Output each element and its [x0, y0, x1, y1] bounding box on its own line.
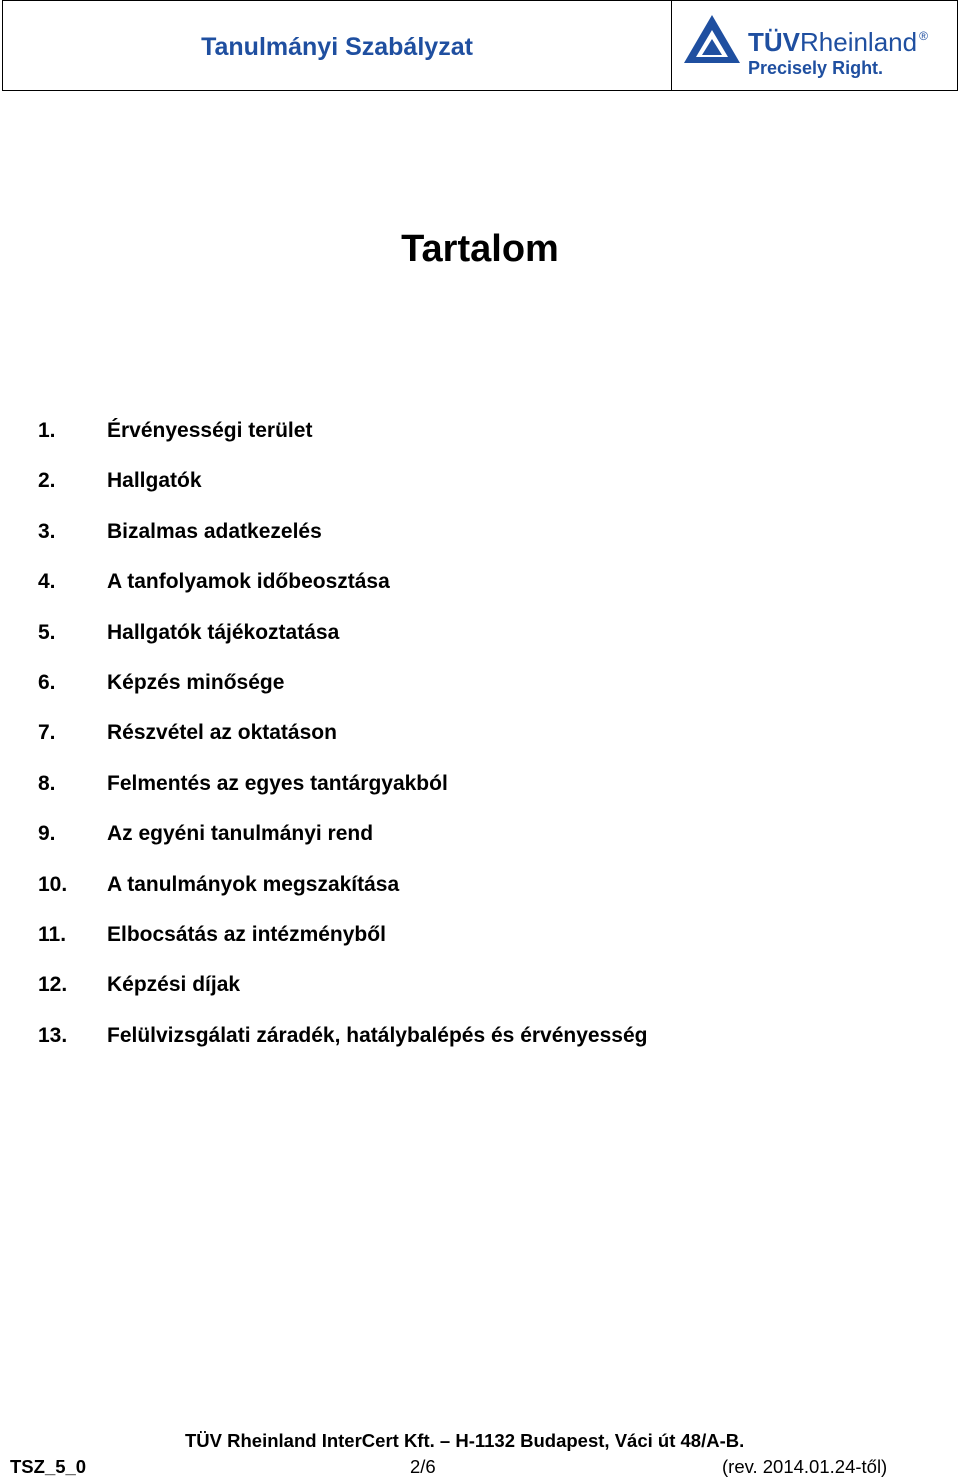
footer-page-number: 2/6 — [410, 1456, 436, 1477]
toc-item — [38, 822, 647, 872]
toc-item-label: A tanulmányok megszakítása — [107, 872, 400, 896]
toc-item-label: Részvétel az oktatáson — [107, 721, 337, 745]
toc-item-number: 4. — [38, 570, 56, 594]
toc-item-number: 8. — [38, 771, 56, 795]
toc-item-label: A tanfolyamok időbeosztása — [107, 570, 390, 594]
header-title-cell — [3, 1, 672, 90]
document-title: Tanulmányi Szabályzat — [201, 33, 473, 61]
toc-item-label: Bizalmas adatkezelés — [107, 519, 322, 543]
toc-list — [38, 419, 647, 1074]
logo-slogan: Precisely Right. — [748, 58, 884, 78]
footer-revision: (rev. 2014.01.24-től) — [722, 1456, 888, 1477]
tuv-triangle-icon — [684, 15, 740, 65]
toc-item-label: Felülvizsgálati záradék, hatálybalépés és érvényesség — [107, 1023, 648, 1047]
toc-item-number: 9. — [38, 822, 56, 846]
toc-item — [38, 419, 647, 469]
logo-brand-bold: TÜV — [748, 27, 800, 57]
toc-item-label: Képzés minősége — [107, 670, 285, 694]
toc-item-label: Képzési díjak — [107, 973, 241, 997]
toc-item — [38, 570, 647, 620]
footer-company: TÜV Rheinland InterCert Kft. – H-1132 Budapest, Váci út 48/A-B. — [185, 1430, 745, 1451]
toc-item-number: 6. — [38, 670, 56, 694]
toc-item-label: Hallgatók tájékoztatása — [107, 620, 340, 644]
toc-title: Tartalom — [401, 228, 559, 270]
toc-item-number: 2. — [38, 469, 56, 493]
toc-item — [38, 1024, 647, 1074]
toc-item — [38, 621, 647, 671]
toc-item — [38, 973, 647, 1023]
toc-item — [38, 721, 647, 771]
registered-mark: ® — [919, 29, 928, 43]
toc-item — [38, 671, 647, 721]
toc-item-number: 12. — [38, 973, 68, 997]
toc-item-number: 11. — [38, 922, 67, 946]
toc-item — [38, 520, 647, 570]
footer-doc-code: TSZ_5_0 — [10, 1456, 87, 1477]
toc-item-label: Hallgatók — [107, 469, 202, 493]
header-logo-cell — [672, 1, 957, 90]
toc-item-number: 1. — [38, 419, 56, 442]
logo-brand-regular: Rheinland — [800, 27, 918, 57]
toc-item-number: 13. — [38, 1023, 68, 1047]
toc-item-number: 7. — [38, 721, 56, 745]
toc-item-label: Felmentés az egyes tantárgyakból — [107, 771, 448, 795]
toc-item — [38, 873, 647, 923]
tuv-rheinland-logo — [684, 13, 954, 83]
toc-item-label: Elbocsátás az intézményből — [107, 922, 386, 946]
toc-item-number: 3. — [38, 519, 56, 543]
toc-item-number: 5. — [38, 620, 56, 644]
toc-item — [38, 923, 647, 973]
toc-item-number: 10. — [38, 872, 68, 896]
logo-brand — [748, 27, 928, 58]
page-header — [2, 0, 958, 91]
toc-item-label: Az egyéni tanulmányi rend — [107, 822, 374, 846]
toc-item — [38, 469, 647, 519]
toc-item — [38, 772, 647, 822]
toc-item-label: Érvényességi terület — [107, 419, 313, 442]
